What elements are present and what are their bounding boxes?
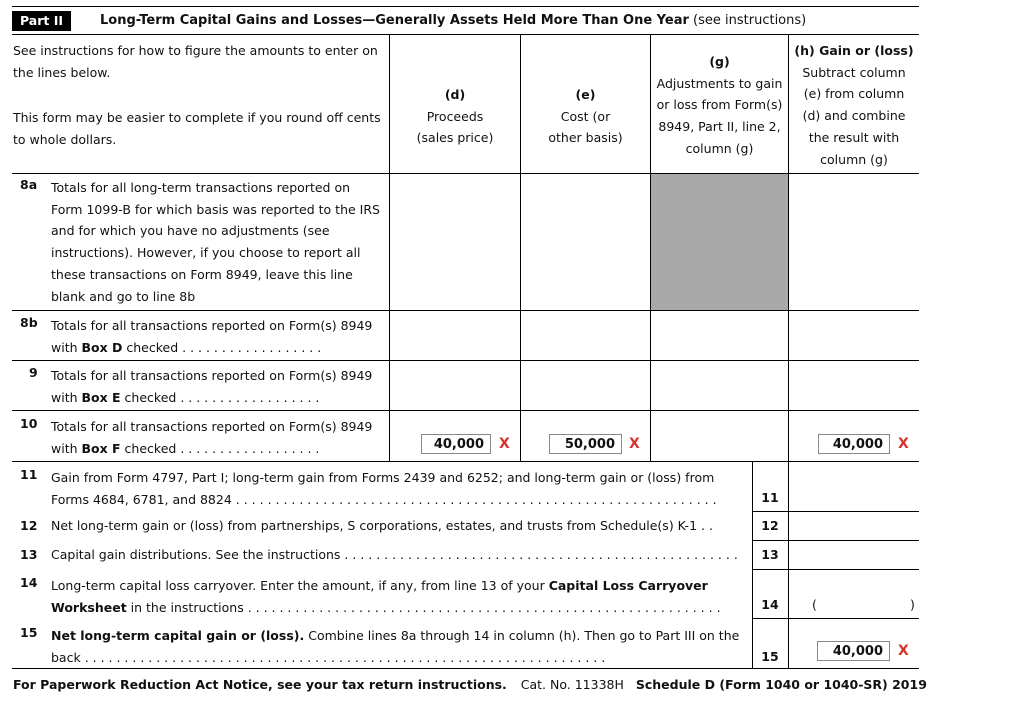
line-8a-description xyxy=(51,177,387,307)
line-15-text-1a: Net long-term capital gain or (loss). xyxy=(51,628,305,643)
line-12-text: Net long-term gain or (loss) from partnerships, S corporations, estates, and trusts from Schedule(s) K-1 xyxy=(51,518,698,533)
line-13-box-number: 13 xyxy=(761,547,779,562)
part-badge: Part II xyxy=(12,11,71,31)
line-8b-text-2 xyxy=(51,337,387,359)
line-13-dots: . . . . . . . . . . . . . . . . . . . . . . . . . . . . . . . . . . . . . . . . . . . . . . . . . . xyxy=(344,547,738,562)
line-11-text-1: Gain from Form 4797, Part I; long-term gain from Forms 2439 and 6252; and long-term gain or (loss) from xyxy=(51,470,715,485)
line-8b-box-label: Box D xyxy=(81,339,123,355)
line-10-dots: . . . . . . . . . . . . . . . . . . xyxy=(180,440,320,456)
line-9-number: 9 xyxy=(29,365,38,380)
line-10-text-1: Totals for all transactions reported on Form(s) 8949 xyxy=(51,419,373,434)
line-15-description xyxy=(51,625,749,668)
line-10-gain-input[interactable]: 40,000 xyxy=(818,434,890,454)
line-9-col-e-field[interactable] xyxy=(521,361,650,410)
line-14-dots: . . . . . . . . . . . . . . . . . . . . . . . . . . . . . . . . . . . . . . . . . . . . . . . . . . . . . . . . . . . . xyxy=(247,599,721,615)
col-h-line3: (d) and combine xyxy=(802,108,906,124)
footer-notice: For Paperwork Reduction Act Notice, see your tax return instructions. xyxy=(13,677,507,692)
col-h-line1: Subtract column xyxy=(802,64,906,80)
line-11-col-h-field[interactable] xyxy=(789,462,919,511)
line-8a-number: 8a xyxy=(20,177,38,192)
part-title-note: (see instructions) xyxy=(693,13,807,28)
line-8b-col-d-field[interactable] xyxy=(390,311,520,360)
line-9-text-2 xyxy=(51,387,387,409)
line-10-cost-error-mark: X xyxy=(629,436,640,452)
line-9-checked: checked xyxy=(120,389,177,405)
line-9-dots: . . . . . . . . . . . . . . . . . . xyxy=(180,389,320,405)
col-g-header xyxy=(651,51,788,160)
line-14-col-h-field[interactable] xyxy=(789,570,919,618)
line-14-description xyxy=(51,575,749,618)
col-g-line4: column (g) xyxy=(685,140,754,156)
col-d-line2: (sales price) xyxy=(416,130,494,146)
line-13-col-h-field[interactable] xyxy=(789,541,919,569)
line-11-box-number: 11 xyxy=(761,490,779,505)
footer-form-name: Schedule D (Form 1040 or 1040-SR) 2019 xyxy=(635,677,927,692)
intro-line-1: See instructions for how to figure the amounts to enter on xyxy=(13,43,378,58)
col-e-header xyxy=(521,84,650,149)
line-8a-text-4: instructions). However, if you choose to report all xyxy=(51,245,361,261)
line-8b-number: 8b xyxy=(20,315,38,330)
part-title-text: Long-Term Capital Gains and Losses—Generally Assets Held More Than One Year xyxy=(100,13,689,28)
line-13-description xyxy=(51,547,749,562)
line-12-description xyxy=(51,518,749,533)
line-8b-with: with xyxy=(51,339,82,355)
line-14-text-1 xyxy=(51,575,749,597)
line-14-text-2 xyxy=(51,597,749,619)
intro-text xyxy=(13,40,385,151)
col-d-header xyxy=(390,84,520,149)
col-e-letter: (e) xyxy=(575,87,596,102)
line-8b-col-h-field[interactable] xyxy=(789,311,919,360)
col-h-line5: column (g) xyxy=(820,151,888,167)
line-9-box-label: Box E xyxy=(81,389,121,405)
line-8a-col-h-field[interactable] xyxy=(789,174,919,310)
line-9-text-1: Totals for all transactions reported on Form(s) 8949 xyxy=(51,368,373,383)
line-10-text-2 xyxy=(51,438,387,460)
col-g-line1: Adjustments to gain xyxy=(656,75,783,91)
line-15-number: 15 xyxy=(20,625,38,640)
line-9-col-d-field[interactable] xyxy=(390,361,520,410)
intro-line-3: This form may be easier to complete if you round off cents xyxy=(13,110,381,126)
line-8b-dots: . . . . . . . . . . . . . . . . . . xyxy=(182,339,322,355)
line-12-col-h-field[interactable] xyxy=(789,512,919,540)
line-15-box-number: 15 xyxy=(761,649,779,664)
line-11-dots: . . . . . . . . . . . . . . . . . . . . . . . . . . . . . . . . . . . . . . . . . . . . . . . . . . . . . . . . . . . . . xyxy=(235,491,717,507)
line-15-back: back xyxy=(51,649,81,665)
line-11-description xyxy=(51,467,749,510)
line-14-bottom-rule xyxy=(752,618,919,619)
line-9-description xyxy=(51,365,387,408)
line-15-gain-input[interactable]: 40,000 xyxy=(817,641,890,661)
line-8a-col-d-field[interactable] xyxy=(390,174,520,310)
line-10-with: with xyxy=(51,440,82,456)
top-rule xyxy=(12,6,919,7)
col-e-line1: Cost (or xyxy=(560,108,611,124)
line-15-text-2 xyxy=(51,647,749,669)
line-8b-col-g-field[interactable] xyxy=(651,311,788,360)
line-11-forms: Forms 4684, 6781, and 8824 xyxy=(51,491,232,507)
line-14-text-1a: Long-term capital loss carryover. Enter the amount, if any, from line 13 of your xyxy=(51,578,549,593)
part-title xyxy=(100,13,806,28)
line-11-text-2 xyxy=(51,489,749,511)
col-h-header xyxy=(789,40,919,170)
line-10-proceeds-input[interactable]: 40,000 xyxy=(421,434,491,454)
col-e-line2: other basis) xyxy=(548,130,623,146)
line-9-with: with xyxy=(51,389,82,405)
line-8a-col-e-field[interactable] xyxy=(521,174,650,310)
col-g-line2: or loss from Form(s) xyxy=(656,97,783,113)
intro-line-4: to whole dollars. xyxy=(13,132,117,148)
line-10-col-g-field[interactable] xyxy=(651,411,788,461)
line-8a-text-2: Form 1099-B for which basis was reported to the IRS xyxy=(51,201,380,217)
line-9-col-h-field[interactable] xyxy=(789,361,919,410)
line-8b-col-e-field[interactable] xyxy=(521,311,650,360)
line-10-box-label: Box F xyxy=(81,440,121,456)
line-8a-text-6: blank and go to line 8b xyxy=(51,288,196,304)
line-8b-text-1: Totals for all transactions reported on Form(s) 8949 xyxy=(51,318,373,333)
line-8b-description xyxy=(51,315,387,358)
line-10-gain-error-mark: X xyxy=(898,436,909,452)
line-15-text-1 xyxy=(51,625,749,647)
col-h-letter: (h) Gain or (loss) xyxy=(794,43,914,58)
line-14-open-paren: ( xyxy=(812,597,817,612)
line-8b-checked: checked xyxy=(122,339,179,355)
line-10-description xyxy=(51,416,387,459)
line-10-bottom-rule xyxy=(12,461,919,462)
col-h-line2: (e) from column xyxy=(803,86,905,102)
col-d-line1: Proceeds xyxy=(426,108,484,124)
line-8a-col-g-shaded xyxy=(651,174,788,310)
line-9-col-g-field[interactable] xyxy=(651,361,788,410)
form-footer xyxy=(13,677,927,692)
line-10-number: 10 xyxy=(20,416,38,431)
line-13-text: Capital gain distributions. See the instructions xyxy=(51,547,341,562)
col-g-line3: 8949, Part II, line 2, xyxy=(658,119,781,135)
line-14-worksheet: Worksheet xyxy=(51,599,127,615)
line-14-instructions: in the instructions xyxy=(126,599,244,615)
form-bottom-rule xyxy=(12,668,919,669)
footer-cat-number: Cat. No. 11338H xyxy=(520,677,624,692)
line-8a-text-3: and for which you have no adjustments (see xyxy=(51,223,330,239)
line-10-checked: checked xyxy=(120,440,177,456)
col-g-letter: (g) xyxy=(709,54,730,69)
line-12-box-number: 12 xyxy=(761,518,779,533)
header-rule xyxy=(12,34,919,35)
line-8a-text-1: Totals for all long-term transactions reported on xyxy=(51,180,351,195)
line-15-dots: . . . . . . . . . . . . . . . . . . . . . . . . . . . . . . . . . . . . . . . . . . . . . . . . . . . . . . . . . . . . . . . . . . xyxy=(84,649,606,665)
line-10-proceeds-error-mark: X xyxy=(499,436,510,452)
line-10-cost-input[interactable]: 50,000 xyxy=(549,434,622,454)
line-8a-text-5: these transactions on Form 8949, leave this line xyxy=(51,266,353,282)
line-11-number: 11 xyxy=(20,467,38,482)
line-14-box-number: 14 xyxy=(761,597,779,612)
col-h-line4: the result with xyxy=(808,129,900,145)
line-15-text-1b: Combine lines 8a through 14 in column (h). Then go to Part III on the xyxy=(304,628,740,643)
intro-line-2: the lines below. xyxy=(13,64,111,80)
line-15-gain-error-mark: X xyxy=(898,643,909,659)
line-14-text-1b: Capital Loss Carryover xyxy=(548,578,708,593)
col-d-letter: (d) xyxy=(444,87,466,102)
line-12-number: 12 xyxy=(20,518,38,533)
line-14-number: 14 xyxy=(20,575,38,590)
line-13-number: 13 xyxy=(20,547,38,562)
line-14-close-paren: ) xyxy=(910,597,915,612)
line-12-dots: . . xyxy=(701,518,713,533)
